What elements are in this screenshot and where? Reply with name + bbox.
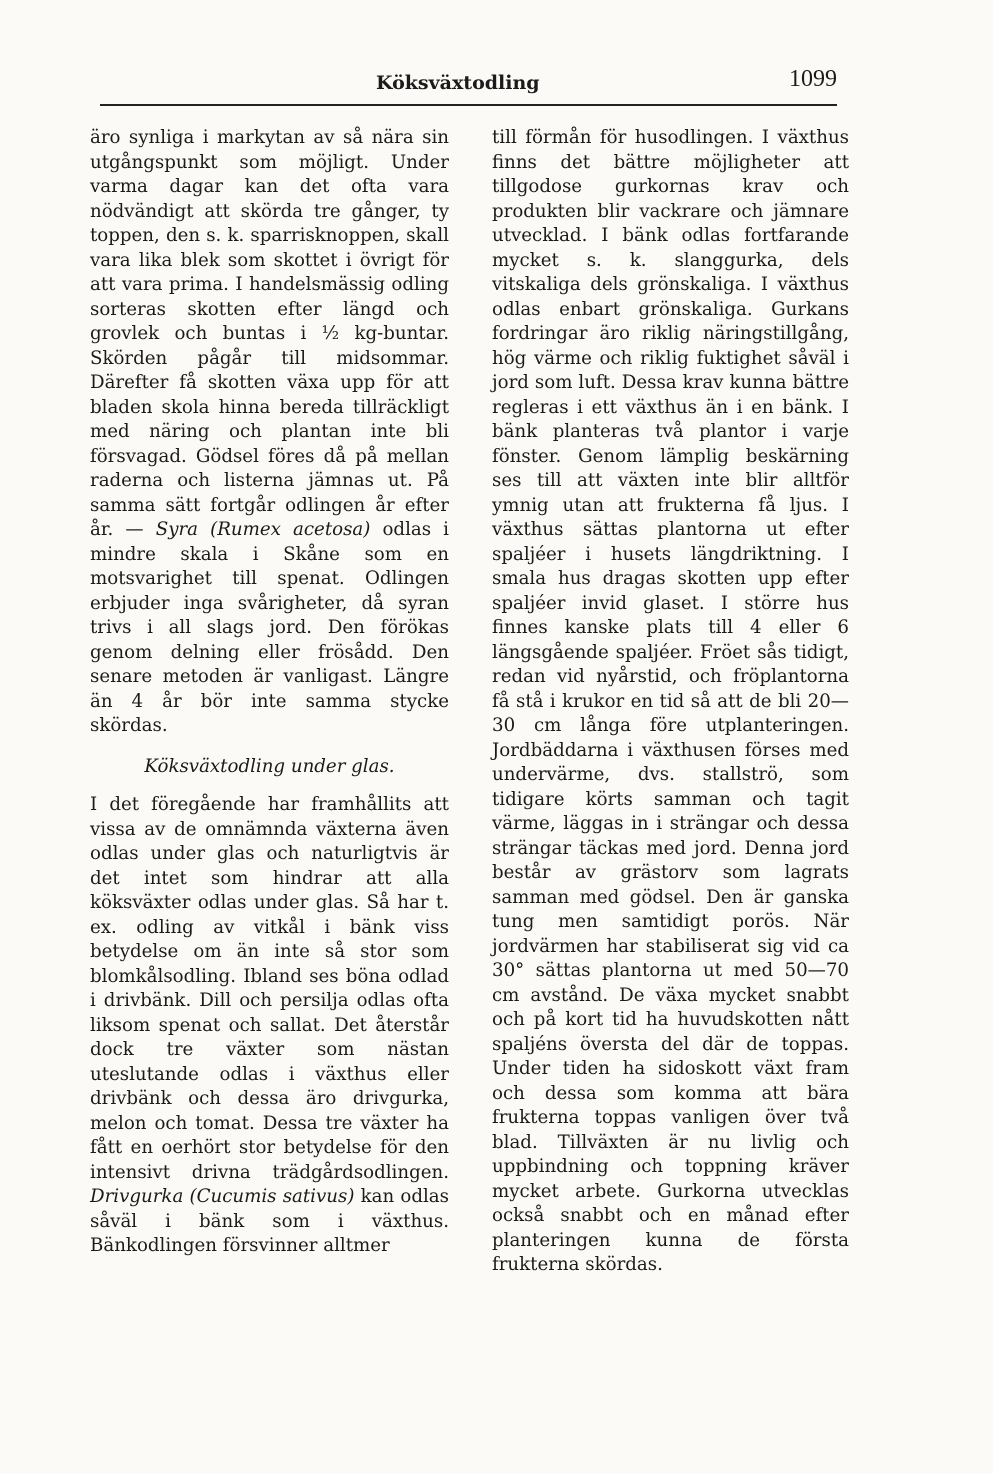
text-run: kan odlas såväl i bänk som i växthus. Bänkodlingen försvinner alltmer xyxy=(90,1186,449,1256)
text-run: äro synliga i markytan av så nära sin utgångspunkt som möjligt. Under varma dagar kan det ofta vara nödvändigt att skörda tre gånger, ty toppen, den s. k. sparrisknoppen, skall vara lika blek som skottet i övrigt för att vara prima. I handelsmässig odling sorteras skotten efter längd och grovlek och buntas i ½ kg-buntar. Skörden pågår till midsommar. Därefter få skotten växa upp för att bladen skola hinna bereda tillräckligt med näring och plantan inte bli försvagad. Gödsel föres då på mellan raderna och listerna jämnas ut. På samma sätt fortgår odlingen år efter år. — xyxy=(90,127,449,540)
running-head: Köksväxtodling xyxy=(376,72,540,94)
species-term: Syra (Rumex acetosa) xyxy=(155,519,371,540)
paragraph: till förmån för husodlingen. I växthus finns det bättre möjligheter att tillgodose gurkornas krav och produkten blir vackrare och jämnare utvecklad. I bänk odlas fortfarande mycket s. k. slanggurka, dels vitskaliga dels grönskaliga. I växthus odlas enbart grönskaliga. Gurkans fordringar äro riklig näringstillgång, hög värme och riklig fuktighet såväl i jord som luft. Dessa krav kunna bättre regleras i ett växthus än i en bänk. I bänk planteras två plantor i varje fönster. Genom lämplig beskärning ses till att växten inte blir alltför ymnig utan att frukterna få ljus. I växthus sättas plantorna ut efter spaljéer i husets längdriktning. I smala hus dragas skotten upp efter spaljéer invid glaset. I större hus finnes kanske plats till 4 eller 6 längsgående spaljéer. Fröet sås tidigt, redan vid nyårstid, och fröplantorna få stå i krukor en tid så att de bli 20—30 cm långa före utplanteringen. Jordbäddarna i växthusen förses med undervärme, dvs. stallströ, som tidigare körts samman och tagit värme, läggas in i strängar och dessa strängar täckas med jord. Denna jord består av grästorv som lagrats samman med gödsel. Den är ganska tung men samtidigt porös. När jordvärmen har stabiliserat sig vid ca 30° sättas plantorna ut med 50—70 cm avstånd. De växa mycket snabbt och på kort tid ha huvudskotten nått spaljéns översta del där de toppas. Under tiden ha sidoskott växt fram och dessa som komma att bära frukterna toppas vanligen över två blad. Tillväxten är nu livlig och uppbindning och toppning kräver mycket arbete. Gurkorna utvecklas också snabbt och en månad efter planteringen kunna de första frukterna skördas. xyxy=(492,127,849,1275)
page-number: 1099 xyxy=(789,66,837,92)
left-column xyxy=(90,126,449,1259)
paragraph xyxy=(90,793,449,1259)
header-rule xyxy=(100,104,837,106)
section-heading: Köksväxtodling under glas. xyxy=(144,755,395,777)
paragraph xyxy=(90,126,449,739)
text-run: I det föregående har framhållits att vissa av de omnämnda växterna även odlas under glas och naturligtvis är det intet som hindrar att alla köksväxter odlas under glas. Så har t. ex. odling av vitkål i bänk viss betydelse om än inte så stor som blomkålsodling. Ibland ses böna odlad i drivbänk. Dill och persilja odlas ofta liksom spenat och sallat. Det återstår dock tre växter som nästan uteslutande odlas i växthus eller drivbänk och dessa äro drivgurka, melon och tomat. Dessa tre växter ha fått en oerhört stor betydelse för den intensivt drivna trädgårdsodlingen. xyxy=(90,794,449,1183)
text-run: odlas i mindre skala i Skåne som en motsvarighet till spenat. Odlingen erbjuder inga svårigheter, då syran trivs i all slags jord. Den förökas genom delning eller frösådd. Den senare metoden är vanligast. Längre än 4 år bör inte samma stycke skördas. xyxy=(90,519,449,736)
species-term: Drivgurka (Cucumis sativus) xyxy=(90,1186,355,1207)
right-column xyxy=(492,126,849,1278)
